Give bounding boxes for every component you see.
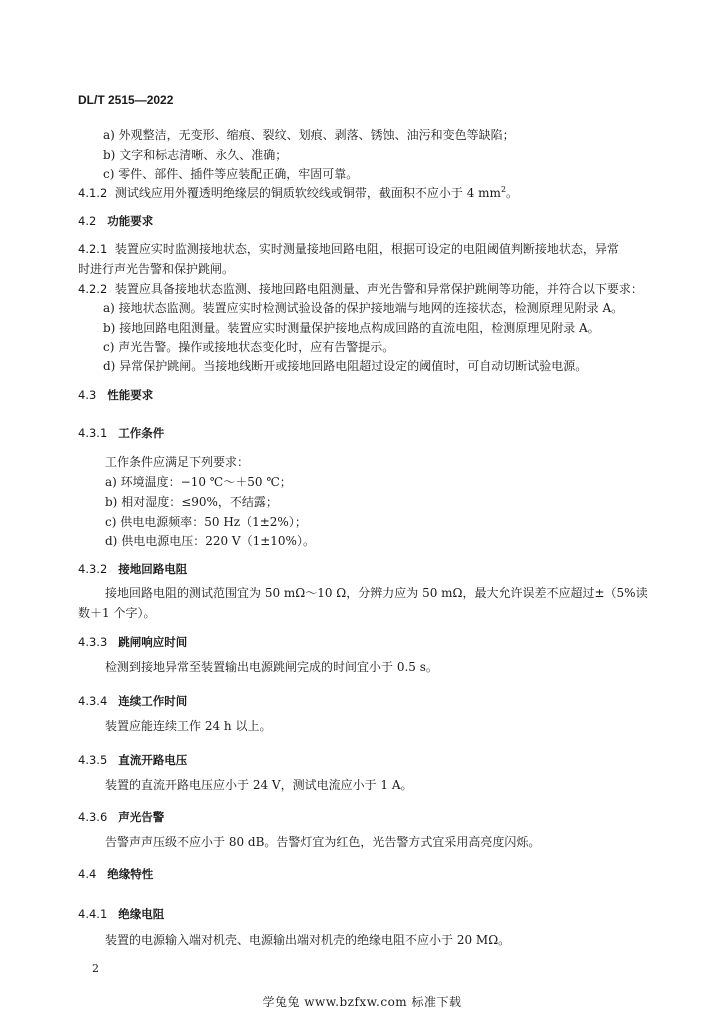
footer-watermark: 学兔兔 www.bzfxw.com 标准下载 <box>262 995 462 1009</box>
section-heading-4-4: 4.4 绝缘特性 <box>78 867 154 881</box>
clause-4-4-1-text: 装置的电源输入端对机壳、电源输出端对机壳的绝缘电阻不应小于 20 MΩ。 <box>105 933 511 947</box>
list-item: a) 外观整洁，无变形、缩痕、裂纹、划痕、剥落、锈蚀、油污和变色等缺陷； <box>103 128 515 142</box>
section-heading-4-2: 4.2 功能要求 <box>78 214 154 228</box>
list-item: b) 相对湿度：≤90%，不结露； <box>105 495 278 509</box>
subsection-heading-4-3-6: 4.3.6 声光告警 <box>78 810 165 824</box>
list-item: b) 文字和标志清晰、永久、准确； <box>103 148 288 162</box>
list-item: c) 声光告警。操作或接地状态变化时，应有告警提示。 <box>103 340 395 354</box>
subsection-heading-4-4-1: 4.4.1 绝缘电阻 <box>78 907 165 921</box>
clause-4-3-2-text: 接地回路电阻的测试范围宜为 50 mΩ～10 Ω，分辨力应为 50 mΩ，最大允许误差不应超过±（5%读 <box>105 586 648 600</box>
subsection-heading-4-3-1: 4.3.1 工作条件 <box>78 426 165 440</box>
subsection-heading-4-3-5: 4.3.5 直流开路电压 <box>78 753 188 767</box>
clause-4-3-4-text: 装置应能连续工作 24 h 以上。 <box>105 719 272 733</box>
section-heading-4-3: 4.3 性能要求 <box>78 388 154 402</box>
clause-4-3-3-text: 检测到接地异常至装置输出电源跳闸完成的时间宜小于 0.5 s。 <box>105 660 438 674</box>
page-number: 2 <box>92 962 99 975</box>
list-item: c) 零件、部件、插件等应装配正确，牢固可靠。 <box>103 167 359 181</box>
clause-4-3-2-text-cont: 数＋1 个字）。 <box>78 606 156 620</box>
clause-4-1-2: 4.1.2 测试线应用外覆透明绝缘层的铜质软绞线或铜带，截面积不应小于 4 $mm^2$。 <box>78 185 519 200</box>
clause-4-2-1-cont: 时进行声光告警和保护跳闸。 <box>78 262 235 276</box>
clause-4-3-1-intro: 工作条件应满足下列要求： <box>105 455 250 469</box>
list-item: d) 异常保护跳闸。当接地线断开或接地回路电阻超过设定的阈值时，可自动切断试验电源。 <box>103 359 588 373</box>
list-item: d) 供电电源电压：220 V（1±10%）。 <box>105 534 315 548</box>
clause-4-2-1: 4.2.1 装置应实时监测接地状态，实时测量接地回路电阻，根据可设定的电阻阈值判断接地状态，异常 <box>78 242 619 256</box>
clause-4-2-2: 4.2.2 装置应具备接地状态监测、接地回路电阻测量、声光告警和异常保护跳闸等功能，并符合以下要求： <box>78 282 643 296</box>
document-id: DL/T 2515—2022 <box>78 93 174 107</box>
subsection-heading-4-3-3: 4.3.3 跳闸响应时间 <box>78 635 188 649</box>
list-item: a) 环境温度：−10 ℃～＋50 ℃； <box>105 475 292 489</box>
list-item: c) 供电电源频率：50 Hz（1±2%）； <box>105 515 307 529</box>
clause-4-3-5-text: 装置的直流开路电压应小于 24 V，测试电流应小于 1 A。 <box>105 778 413 792</box>
subsection-heading-4-3-2: 4.3.2 接地回路电阻 <box>78 562 188 576</box>
list-item: b) 接地回路电阻测量。装置应实时测量保护接地点构成回路的直流电阻，检测原理见附录 A。 <box>103 321 600 335</box>
clause-4-3-6-text: 告警声声压级不应小于 80 dB。告警灯宜为红色，光告警方式宜采用高亮度闪烁。 <box>105 835 541 849</box>
subsection-heading-4-3-4: 4.3.4 连续工作时间 <box>78 694 188 708</box>
list-item: a) 接地状态监测。装置应实时检测试验设备的保护接地端与地网的连接状态，检测原理见附录 A。 <box>103 301 624 315</box>
